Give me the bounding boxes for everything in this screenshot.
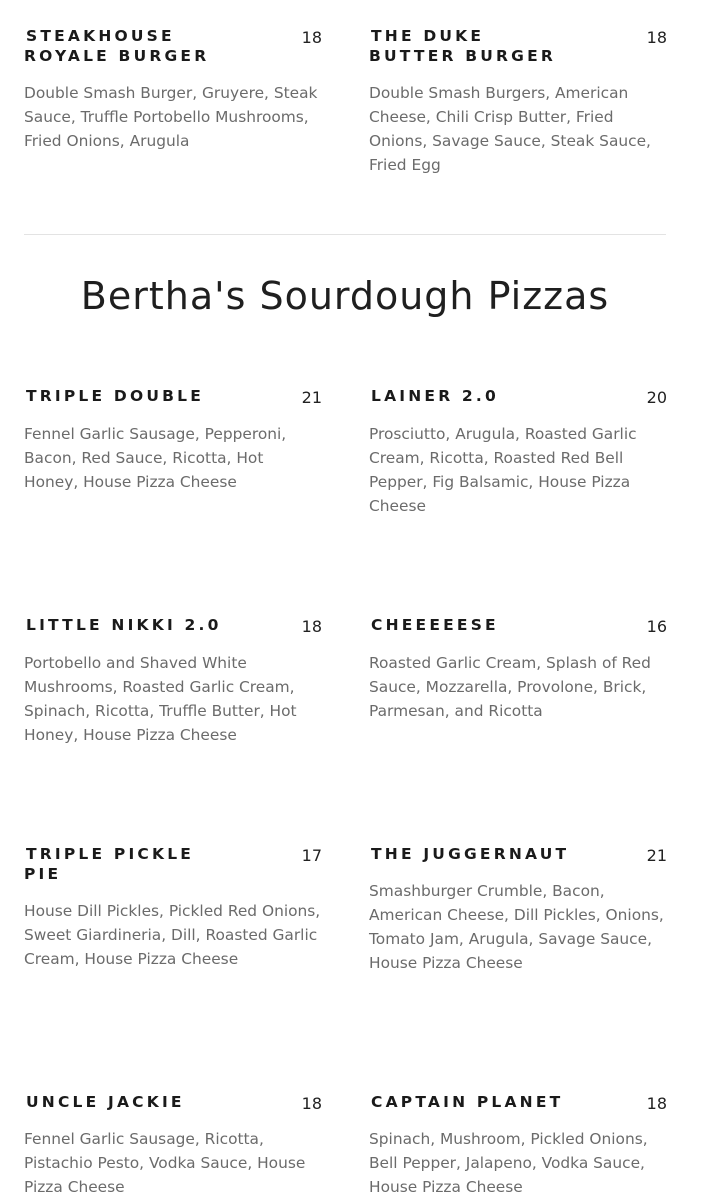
menu-item-name-line2: PIE xyxy=(24,865,62,883)
menu-item-description: Fennel Garlic Sausage, Ricotta, Pistachio Pesto, Vodka Sauce, House Pizza Cheese xyxy=(24,1130,306,1196)
menu-item-name: UNCLE JACKIE xyxy=(26,1093,185,1111)
menu-item-description: Prosciutto, Arugula, Roasted Garlic Cream, Ricotta, Roasted Red Bell Pepper, Fig Balsamic, House Pizza Cheese xyxy=(369,425,637,515)
menu-item-price: 18 xyxy=(646,1094,667,1113)
menu-item-price: 21 xyxy=(646,846,667,865)
menu-item-name: LAINER 2.0 xyxy=(371,387,499,405)
menu-item-description: Smashburger Crumble, Bacon, American Cheese, Dill Pickles, Onions, Tomato Jam, Arugula, Savage Sauce, House Pizza Cheese xyxy=(369,882,664,972)
menu-item-name: THE JUGGERNAUT xyxy=(371,845,570,863)
menu-item-name xyxy=(371,26,621,66)
menu-item-price: 20 xyxy=(646,388,667,407)
menu-item-price: 21 xyxy=(301,388,322,407)
menu-item-price: 16 xyxy=(646,617,667,636)
menu-item-description: House Dill Pickles, Pickled Red Onions, Sweet Giardineria, Dill, Roasted Garlic Cream, House Pizza Cheese xyxy=(24,902,321,968)
menu-item-description: Roasted Garlic Cream, Splash of Red Sauce, Mozzarella, Provolone, Brick, Parmesan, and Ricotta xyxy=(369,654,651,720)
menu-item-name: LITTLE NIKKI 2.0 xyxy=(26,616,222,634)
menu-item-name-line2: BUTTER BURGER xyxy=(369,47,557,65)
menu-item-name-line1: TRIPLE PICKLE xyxy=(26,845,195,863)
menu-item-description: Portobello and Shaved White Mushrooms, Roasted Garlic Cream, Spinach, Ricotta, Truffle Butter, Hot Honey, House Pizza Cheese xyxy=(24,654,297,744)
menu-item-name xyxy=(26,26,276,66)
menu-item-name-line1: STEAKHOUSE xyxy=(26,27,175,45)
section-title: Bertha's Sourdough Pizzas xyxy=(80,274,610,318)
menu-item-name: CHEEEEESE xyxy=(371,616,499,634)
menu-item-description: Fennel Garlic Sausage, Pepperoni, Bacon, Red Sauce, Ricotta, Hot Honey, House Pizza Cheese xyxy=(24,425,287,491)
menu-item-description: Spinach, Mushroom, Pickled Onions, Bell Pepper, Jalapeno, Vodka Sauce, House Pizza Cheese xyxy=(369,1130,648,1196)
menu-item-name: CAPTAIN PLANET xyxy=(371,1093,564,1111)
menu-item-description: Double Smash Burgers, American Cheese, Chili Crisp Butter, Fried Onions, Savage Sauce, Steak Sauce, Fried Egg xyxy=(369,84,651,174)
menu-item-price: 18 xyxy=(301,1094,322,1113)
menu-item-price: 18 xyxy=(301,28,322,47)
menu-item-name-line1: THE DUKE xyxy=(371,27,485,45)
menu-item-name-line2: ROYALE BURGER xyxy=(24,47,210,65)
section-divider xyxy=(24,234,666,235)
menu-item-price: 17 xyxy=(301,846,322,865)
menu-item-price: 18 xyxy=(301,617,322,636)
menu-item-name xyxy=(26,844,276,884)
menu-item-name: TRIPLE DOUBLE xyxy=(26,387,205,405)
menu-item-description: Double Smash Burger, Gruyere, Steak Sauce, Truffle Portobello Mushrooms, Fried Onions, Arugula xyxy=(24,84,318,150)
menu-item-price: 18 xyxy=(646,28,667,47)
